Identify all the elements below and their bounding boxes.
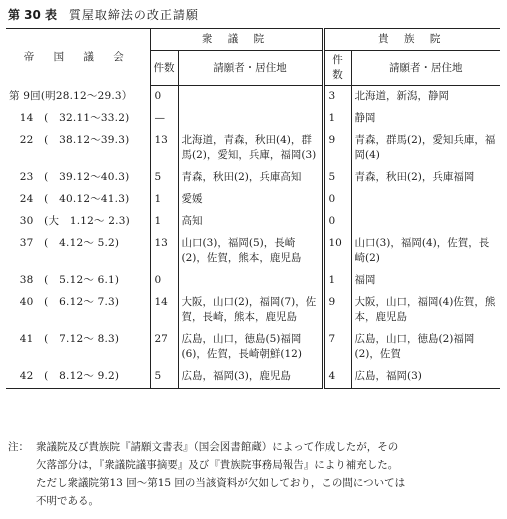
diet-session: 23 ( 39.12～40.3) (9, 171, 130, 183)
peers-petitioners: 広島，福岡(3) (351, 366, 500, 389)
rep-petitioners: 大阪，山口(2)，福岡(7)，佐賀，長崎，熊本，鹿児島 (178, 292, 323, 329)
header-diet: 帝 国 議 会 (6, 29, 150, 86)
peers-petitioners (351, 189, 500, 211)
note-line: 欠落部分は，『衆議院議事摘要』及び『貴族院事務局報告』により補充した。 (36, 459, 399, 471)
peers-petitioners: 大阪，山口，福岡(4)佐賀，熊本，鹿児島 (351, 292, 500, 329)
rep-count: 14 (150, 292, 178, 329)
table-row (6, 189, 500, 211)
rep-petitioners (178, 86, 323, 109)
note-body (36, 438, 498, 510)
peers-petitioners: 広島，山口，徳島(2)福岡(2)，佐賀 (351, 329, 500, 366)
rep-count: — (150, 108, 178, 130)
header-petitioner-peers: 請願者・居住地 (351, 51, 500, 86)
table-row (6, 211, 500, 233)
rep-petitioners: 広島，山口，徳島(5)福岡(6)，佐賀，長崎朝鮮(12) (178, 329, 323, 366)
table-row (6, 329, 500, 366)
header-count-rep: 件数 (150, 51, 178, 86)
rep-count: 0 (150, 86, 178, 109)
peers-count: 10 (323, 233, 351, 270)
diet-session: 40 ( 6.12～ 7.3) (9, 296, 120, 308)
table-row (6, 167, 500, 189)
table-title-text: 質屋取締法の改正請願 (68, 8, 199, 22)
peers-petitioners: 青森，群馬(2)，愛知兵庫，福岡(4) (351, 130, 500, 167)
peers-count: 0 (323, 211, 351, 233)
diet-session: 42 ( 8.12～ 9.2) (6, 366, 150, 389)
diet-session: 第 9回(明28.12～29.3） (9, 89, 133, 102)
rep-petitioners (178, 270, 323, 292)
peers-petitioners: 山口(3)，福岡(4)，佐賀，長崎(2) (351, 233, 500, 270)
note-line: 衆議院及び貴族院『請願文書表』（国会図書館蔵）によって作成したが，その (36, 441, 399, 453)
diet-session: 41 ( 7.12～ 8.3) (9, 333, 120, 345)
rep-count: 5 (150, 366, 178, 389)
rep-petitioners: 山口(3)，福岡(5)，長崎(2)，佐賀，熊本，鹿児島 (178, 233, 323, 270)
peers-count: 9 (323, 292, 351, 329)
table-number: 第 30 表 (8, 8, 58, 22)
header-house-peers: 貴 族 院 (323, 29, 500, 51)
diet-session: 38 ( 5.12～ 6.1) (9, 274, 120, 286)
rep-count: 13 (150, 233, 178, 270)
diet-session: 24 ( 40.12～41.3) (9, 193, 130, 205)
rep-count: 27 (150, 329, 178, 366)
peers-count: 4 (323, 366, 351, 389)
peers-count: 7 (323, 329, 351, 366)
rep-count: 5 (150, 167, 178, 189)
table-row (6, 292, 500, 329)
rep-count: 1 (150, 189, 178, 211)
peers-count: 0 (323, 189, 351, 211)
rep-petitioners (178, 108, 323, 130)
peers-count: 1 (323, 270, 351, 292)
header-count-peers: 件数 (323, 51, 351, 86)
peers-count: 9 (323, 130, 351, 167)
peers-count: 1 (323, 108, 351, 130)
peers-petitioners: 北海道，新潟，静岡 (351, 86, 500, 109)
peers-count: 3 (323, 86, 351, 109)
table-row (6, 270, 500, 292)
diet-session: 37 ( 4.12～ 5.2) (9, 237, 120, 249)
note-line: ただし衆議院第13 回～第15 回の当該資料が欠如しており，この間については (36, 477, 406, 489)
table-title (8, 6, 199, 23)
table-body (6, 86, 500, 389)
note-lead: 注： (8, 441, 29, 453)
rep-petitioners: 青森，秋田(2)，兵庫高知 (178, 167, 323, 189)
diet-session: 30 (大 1.12～ 2.3) (9, 215, 130, 227)
table-row (6, 366, 500, 389)
rep-count: 1 (150, 211, 178, 233)
rep-petitioners: 高知 (178, 211, 323, 233)
peers-petitioners (351, 211, 500, 233)
table-row (6, 130, 500, 167)
peers-petitioners: 青森，秋田(2)，兵庫福岡 (351, 167, 500, 189)
table-row (6, 86, 500, 109)
rep-count: 13 (150, 130, 178, 167)
diet-session: 22 ( 38.12～39.3) (9, 134, 130, 146)
peers-count: 5 (323, 167, 351, 189)
table-row (6, 108, 500, 130)
note-line: 不明である。 (36, 495, 99, 507)
rep-count: 0 (150, 270, 178, 292)
rep-petitioners: 愛媛 (178, 189, 323, 211)
rep-petitioners: 北海道，青森，秋田(4)，群馬(2)，愛知，兵庫，福岡(3) (178, 130, 323, 167)
table-row (6, 233, 500, 270)
petition-table (6, 28, 500, 389)
table-note (8, 438, 498, 510)
peers-petitioners: 福岡 (351, 270, 500, 292)
header-petitioner-rep: 請願者・居住地 (178, 51, 323, 86)
diet-session: 14 ( 32.11～33.2) (9, 112, 130, 124)
peers-petitioners: 静岡 (351, 108, 500, 130)
rep-petitioners: 広島，福岡(3)，鹿児島 (178, 366, 323, 389)
header-house-rep: 衆 議 院 (150, 29, 323, 51)
